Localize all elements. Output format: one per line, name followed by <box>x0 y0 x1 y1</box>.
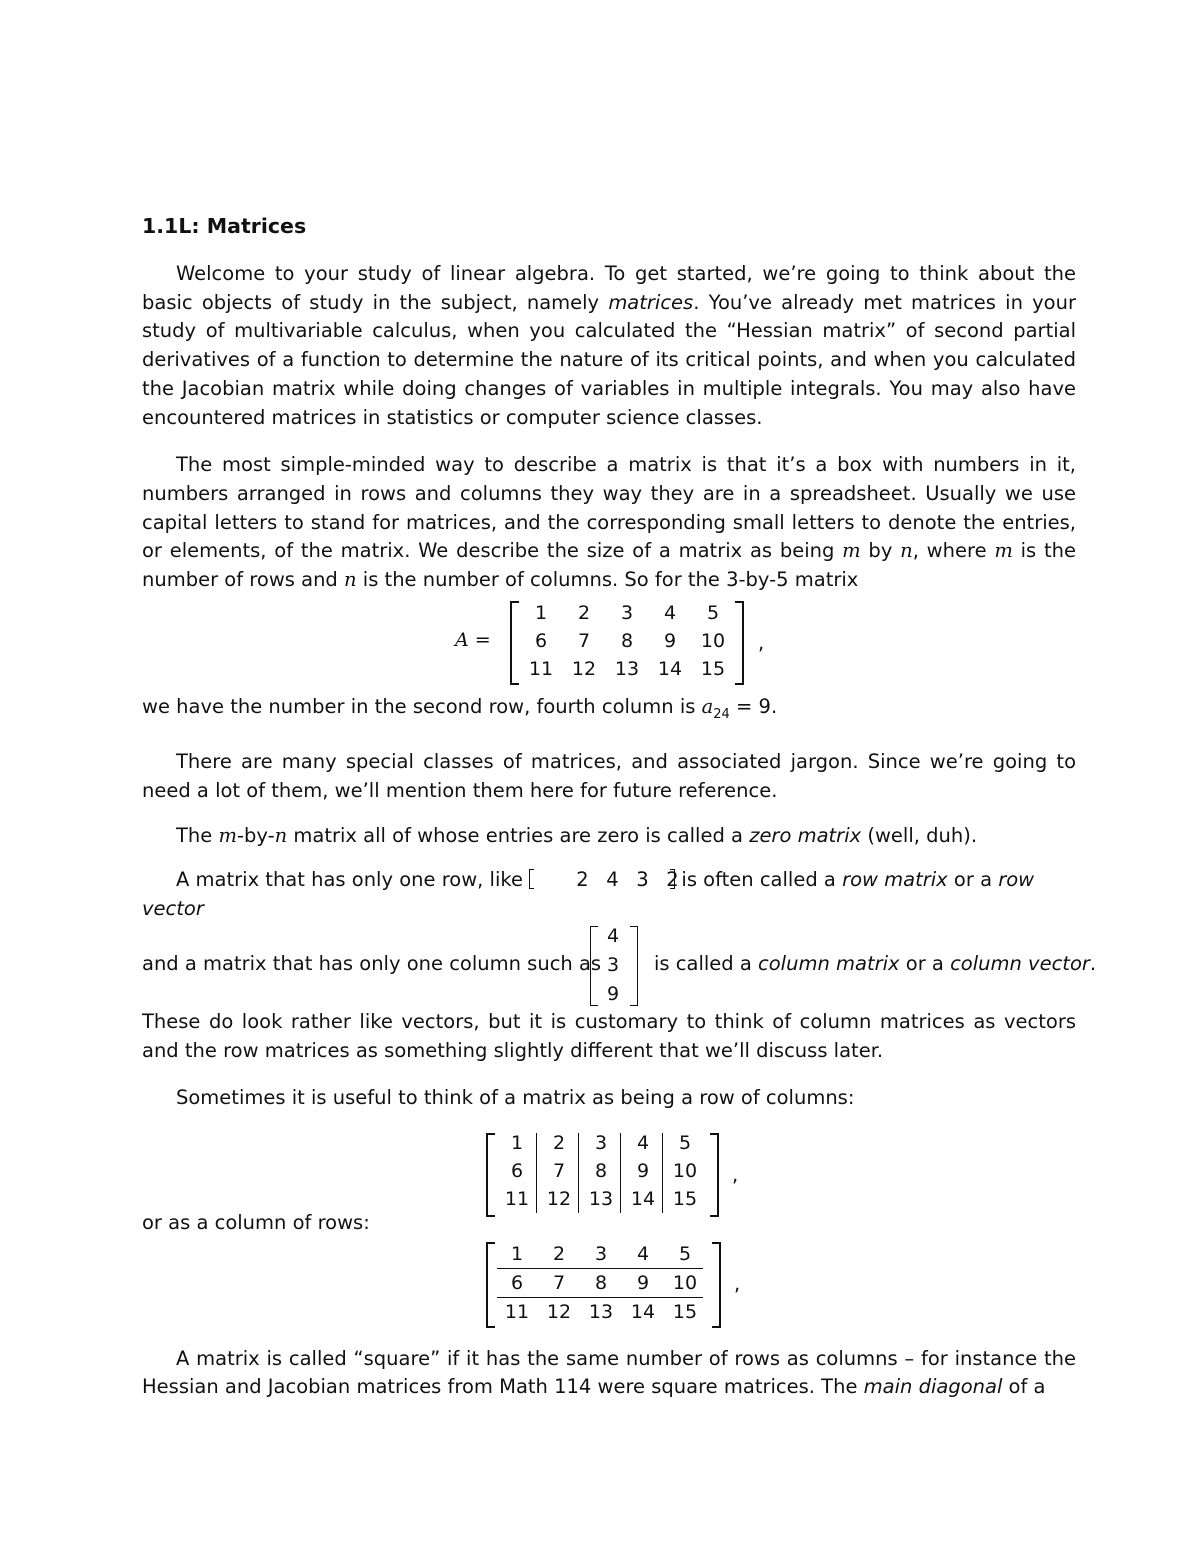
matrix-cell: 4 <box>663 601 677 624</box>
matrix-cell: 14 <box>630 1187 656 1210</box>
row-matrix-paragraph <box>142 866 1076 923</box>
right-bracket <box>712 1242 721 1328</box>
matrix-cell: 2 <box>577 601 591 624</box>
text: is called a <box>654 951 759 975</box>
matrix-cell: 2 <box>552 1131 566 1154</box>
math-symbol: m <box>218 823 237 847</box>
trailing-comma: , <box>732 1162 739 1186</box>
matrix-definition-paragraph <box>142 451 1076 595</box>
document-page <box>142 200 1097 1402</box>
subscript: 24 <box>713 706 730 722</box>
entry-example-paragraph <box>142 693 1076 730</box>
text: of a <box>1002 1375 1046 1399</box>
column-matrix-text <box>654 952 1096 975</box>
row-separator <box>497 1297 703 1298</box>
emphasis: row matrix <box>842 868 948 892</box>
matrix-a-display <box>142 595 1076 687</box>
matrix-cell: 12 <box>571 657 597 680</box>
text: A matrix that has only one row, like <box>176 868 530 892</box>
math-symbol: m <box>994 539 1013 563</box>
matrix-cell: 1 <box>510 1131 524 1154</box>
column-of-rows-label: or as a column of rows: <box>142 1210 370 1234</box>
matrix-cell: 8 <box>594 1159 608 1182</box>
section-heading: 1.1L: Matrices <box>142 214 307 238</box>
matrix-cell: 11 <box>504 1187 530 1210</box>
column-separator <box>620 1133 621 1213</box>
emphasis: row vector <box>142 868 1035 921</box>
right-bracket <box>710 1133 719 1217</box>
matrix-cell: 3 <box>620 601 634 624</box>
text: (well, duh). <box>861 823 978 847</box>
text: is the number of columns. So for the 3-by-5 matrix <box>356 568 859 592</box>
matrix-cell: 3 <box>594 1242 608 1265</box>
row-entry: 3 <box>636 868 649 892</box>
row-of-columns-paragraph: Sometimes it is useful to think of a matrix as being a row of columns: <box>176 1086 855 1110</box>
math-symbol: n <box>344 568 357 592</box>
row-separator <box>497 1268 703 1269</box>
matrix-a-label: A = <box>455 628 491 651</box>
text: . You’ve already met matrices in your study of multivariable calculus, when you calculated the “Hessian matrix” of second partial derivatives of a function to determine the nature of its critical points, and when you calculated the Jacobian matrix while doing changes of variables in multiple integrals. You may also have encountered matrices in statistics or computer science classes. <box>142 290 1076 429</box>
matrix-cell: 9 <box>663 629 677 652</box>
text: by <box>860 539 901 563</box>
matrix-row-of-columns <box>142 1113 1076 1219</box>
matrix-cell: 6 <box>534 629 548 652</box>
matrix-cell: 5 <box>678 1242 692 1265</box>
right-bracket <box>630 926 638 1006</box>
row-entry: 2 <box>576 868 589 892</box>
matrix-cell: 1 <box>534 601 548 624</box>
text: The most simple-minded way to describe a matrix is that it’s a box with numbers in it, numbers arranged in rows and columns they way they are in a spreadsheet. Usually we use capital letters to stand for matrices, and the corresponding small letters to denote the entries, or elements, of the matrix. We describe the size of a matrix as being <box>142 453 1076 563</box>
text: matrix all of whose entries are zero is called a <box>287 823 750 847</box>
matrix-cell: 4 <box>636 1131 650 1154</box>
text: , where <box>912 539 995 563</box>
matrix-cell: 10 <box>672 1159 698 1182</box>
emphasis: column matrix <box>758 951 900 975</box>
left-bracket <box>486 1133 495 1217</box>
left-bracket <box>510 601 519 685</box>
matrix-cell: 11 <box>504 1300 530 1323</box>
matrix-cell: 10 <box>672 1271 698 1294</box>
vectors-paragraph: These do look rather like vectors, but it is customary to think of column matrices as vectors and the row matrices as something slightly different that we’ll discuss later. <box>142 1009 1076 1062</box>
matrix-cell: 13 <box>588 1187 614 1210</box>
row-entry: 2 <box>666 868 679 892</box>
right-bracket <box>735 601 744 685</box>
text: and a matrix that has only one column such as <box>142 951 602 975</box>
matrix-cell: 2 <box>552 1242 566 1265</box>
matrix-cell: 5 <box>678 1131 692 1154</box>
left-bracket <box>529 869 534 889</box>
intro-paragraph <box>142 260 1076 432</box>
matrix-cell: 14 <box>657 657 683 680</box>
math-symbol: n <box>900 539 913 563</box>
text: . <box>1089 951 1097 975</box>
matrix-cell: 7 <box>552 1271 566 1294</box>
matrix-cell: 4 <box>636 1242 650 1265</box>
matrix-cell: 7 <box>552 1159 566 1182</box>
text: or a <box>947 868 999 892</box>
matrix-cell: 3 <box>594 1131 608 1154</box>
matrix-cell: 1 <box>510 1242 524 1265</box>
column-entry: 4 <box>606 924 620 947</box>
math-symbol: a <box>701 694 714 718</box>
text: -by- <box>236 823 275 847</box>
matrix-column-of-rows <box>142 1232 1076 1326</box>
row-vector-example <box>529 868 679 892</box>
matrix-cell: 9 <box>636 1159 650 1182</box>
left-bracket <box>486 1242 495 1328</box>
matrix-cell: 11 <box>528 657 554 680</box>
matrix-cell: 12 <box>546 1187 572 1210</box>
zero-matrix-paragraph <box>142 822 1076 851</box>
matrix-cell: 7 <box>577 629 591 652</box>
square-matrix-paragraph <box>142 1345 1076 1402</box>
matrix-cell: 14 <box>630 1300 656 1323</box>
emphasis: matrices <box>608 290 694 314</box>
emphasis: zero matrix <box>749 823 862 847</box>
matrix-cell: 5 <box>706 601 720 624</box>
matrix-cell: 8 <box>594 1271 608 1294</box>
matrix-cell: 13 <box>588 1300 614 1323</box>
matrix-cell: 6 <box>510 1159 524 1182</box>
text: is the number of rows and <box>142 539 1076 592</box>
trailing-comma: , <box>758 630 765 654</box>
matrix-cell: 9 <box>636 1271 650 1294</box>
matrix-cell: 13 <box>614 657 640 680</box>
text: we have the number in the second row, fourth column is <box>142 694 702 718</box>
matrix-cell: 15 <box>700 657 726 680</box>
trailing-comma: , <box>734 1271 741 1295</box>
matrix-cell: 10 <box>700 629 726 652</box>
emphasis: column vector <box>950 951 1090 975</box>
math-symbol: m <box>842 539 861 563</box>
matrix-cell: 12 <box>546 1300 572 1323</box>
math-symbol: n <box>274 823 288 847</box>
matrix-cell: 8 <box>620 629 634 652</box>
text: = 9. <box>729 694 778 718</box>
column-entry: 3 <box>606 953 620 976</box>
text: is often called a <box>675 868 843 892</box>
column-matrix-line <box>142 924 1097 1008</box>
jargon-paragraph: There are many special classes of matrices, and associated jargon. Since we’re going to need a lot of them, we’ll mention them here for future reference. <box>142 750 1076 803</box>
column-separator <box>578 1133 579 1213</box>
matrix-cell: 15 <box>672 1300 698 1323</box>
column-entry: 9 <box>606 982 620 1005</box>
column-separator <box>536 1133 537 1213</box>
text: or a <box>899 951 951 975</box>
row-entry: 4 <box>606 868 619 892</box>
text: Welcome to your study of linear algebra. To get started, we’re going to think about the basic objects of study in the subject, namely <box>142 262 1076 314</box>
matrix-cell: 15 <box>672 1187 698 1210</box>
emphasis: main diagonal <box>863 1375 1003 1399</box>
matrix-cell: 6 <box>510 1271 524 1294</box>
column-separator <box>662 1133 663 1213</box>
text: A matrix is called “square” if it has the same number of rows as columns – for instance the Hessian and Jacobian matrices from Math 114 were square matrices. The <box>142 1346 1076 1399</box>
text: The <box>176 823 219 847</box>
